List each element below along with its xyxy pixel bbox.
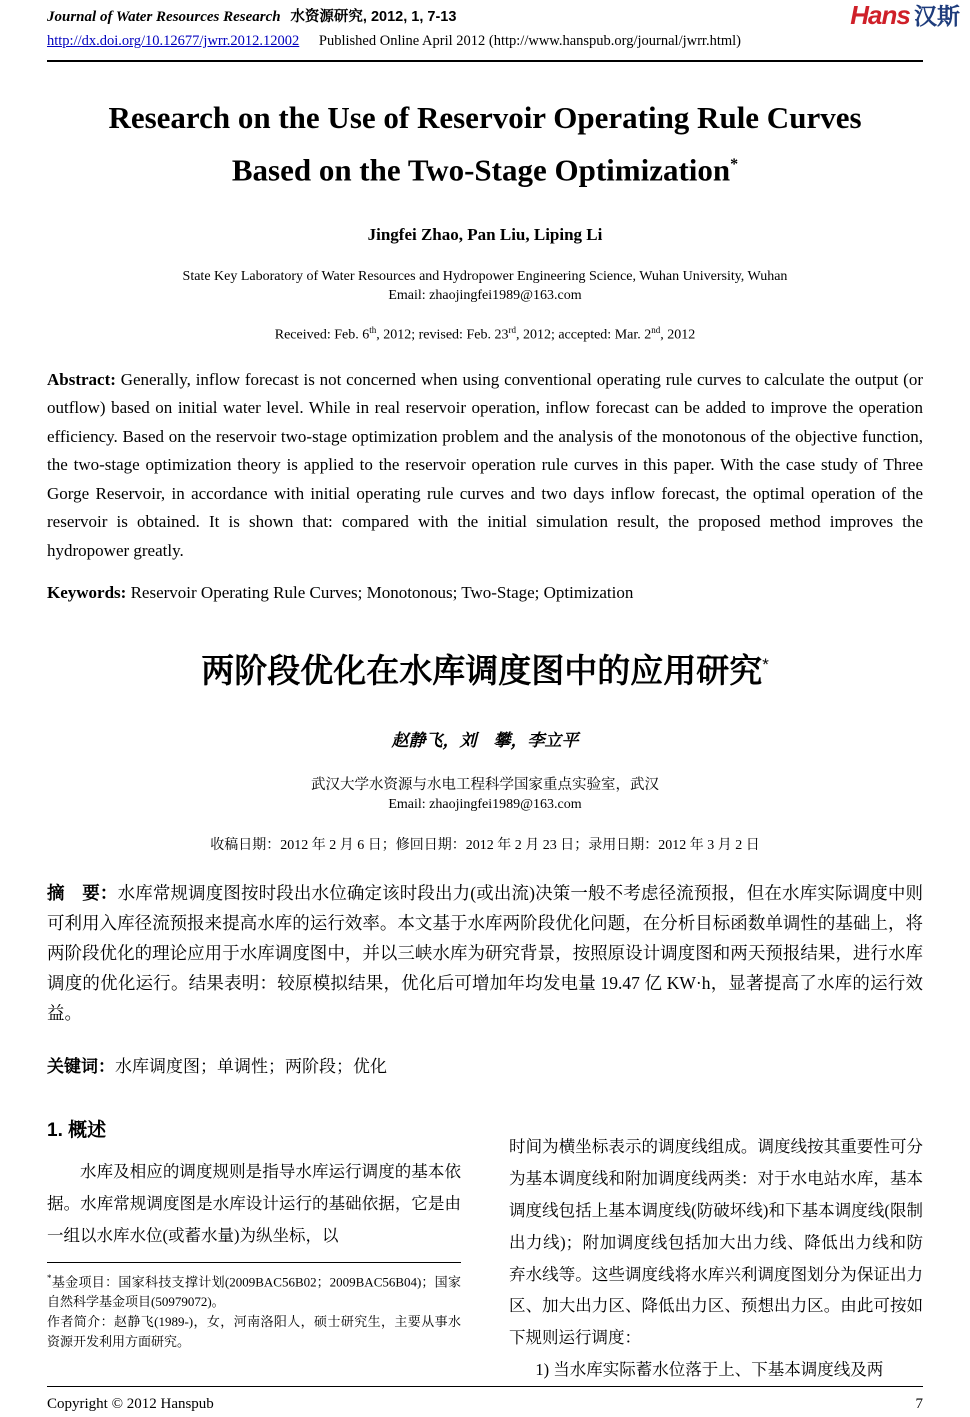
ordinal-sup: th: [369, 325, 377, 336]
copyright-text: Copyright © 2012 Hanspub: [47, 1396, 214, 1412]
footnote-fund-text: 基金项目：国家科技支撑计划(2009BAC56B02；2009BAC56B04)；国家自然科学基金项目(50979072)。: [47, 1274, 461, 1310]
doi-line: [47, 30, 923, 52]
section-1-heading: 1. 概述: [47, 1120, 107, 1142]
chinese-abstract-text: 水库常规调度图按时段出水位确定该时段出力(或出流)决策一般不考虑径流预报，但在水库实际调度中则可利用入库径流预报来提高水库的运行效率。本文基于水库两阶段优化问题，在分析目标函数单调性的基础上，将两阶段优化的理论应用于水库调度图中，并以三峡水库为研究背景，按照原设计调度图和两天预报结果，进行水库调度的优化运行。结果表明：较原模拟结果，优化后可增加年均发电量 19.47 亿 KW·h，显著提高了水库的运行效益。: [47, 883, 924, 1024]
keywords-text: Reservoir Operating Rule Curves; Monotonous; Two-Stage; Optimization: [126, 583, 634, 603]
authors-chinese: 赵静飞，刘 攀，李立平: [391, 731, 579, 751]
footnote-author-line: 作者简介：赵静飞(1989-)，女，河南洛阳人，硕士研究生，主要从事水资源开发利用方面研究。: [47, 1314, 461, 1350]
keywords-english: [47, 583, 923, 603]
page-number: 7: [915, 1396, 923, 1412]
chinese-title-text: 两阶段优化在水库调度图中的应用研究: [201, 652, 763, 690]
chinese-dates-line: 收稿日期：2012 年 2 月 6 日；修回日期：2012 年 2 月 23 日；录用日期：2012 年 3 月 2 日: [210, 838, 760, 854]
right-column: [509, 1115, 923, 1385]
chinese-keywords-label: 关键词：: [47, 1057, 115, 1077]
received-part: , 2012; accepted: Mar. 2: [515, 327, 652, 343]
abstract-chinese: [47, 878, 923, 1028]
received-part: Received: Feb. 6: [274, 327, 370, 343]
doi-link[interactable]: http://dx.doi.org/10.12677/jwrr.2012.12002: [47, 33, 300, 49]
email-line-chinese-block: Email: zhaojingfei1989@163.com: [388, 797, 582, 813]
paper-title-chinese: [47, 645, 923, 692]
ordinal-sup: rd: [508, 325, 516, 336]
email-line: Email: zhaojingfei1989@163.com: [388, 288, 582, 304]
published-online-text: Published Online April 2012 (http://www.hanspub.org/journal/jwrr.html): [318, 33, 741, 49]
ordinal-sup: nd: [651, 325, 661, 336]
received-part: , 2012; revised: Feb. 23: [376, 327, 509, 343]
hans-logo-chinese: 汉斯: [914, 3, 960, 29]
keywords-label: Keywords:: [47, 583, 127, 603]
keywords-chinese: [47, 1052, 923, 1077]
footnote-fund-line: [47, 1268, 461, 1312]
affiliation-english: State Key Laboratory of Water Resources and Hydropower Engineering Science, Wuhan University, Wuhan: [182, 269, 788, 285]
paper-title-english: [47, 94, 923, 193]
page-footer: [47, 1386, 923, 1413]
authors-english: Jingfei Zhao, Pan Liu, Liping Li: [367, 225, 603, 245]
title-footnote-mark: *: [730, 156, 739, 173]
received-part: , 2012: [660, 327, 696, 343]
chinese-keywords-text: 水库调度图；单调性；两阶段；优化: [115, 1057, 387, 1077]
left-column: [47, 1115, 461, 1385]
affiliation-chinese: 武汉大学水资源与水电工程科学国家重点实验室，武汉: [311, 777, 659, 794]
journal-name-english: Journal of Water Resources Research: [47, 9, 281, 25]
title-line-2: Based on the Two-Stage Optimization: [231, 152, 731, 188]
footnote-mark: *: [47, 1272, 52, 1283]
hans-logo-text: Hans: [850, 0, 910, 30]
left-column-paragraph: 水库及相应的调度规则是指导水库运行调度的基本依据。水库常规调度图是水库设计运行的基础依据，它是由一组以水库水位(或蓄水量)为纵坐标，以: [47, 1162, 461, 1246]
chinese-abstract-label: 摘 要：: [47, 883, 118, 904]
right-column-paragraph: 时间为横坐标表示的调度线组成。调度线按其重要性可分为基本调度线和附加调度线两类：对于水电站水库，基本调度线包括上基本调度线(防破坏线)和下基本调度线(限制出力线)；附加调度线包括加大出力线、降低出力线和防弃水线等。这些调度线将水库兴利调度图划分为保证出力区、加大出力区、降低出力区、预想出力区。由此可按如下规则运行调度：: [509, 1137, 923, 1348]
header-divider: [47, 60, 923, 62]
hanspub-logo: [850, 0, 960, 31]
journal-header: [47, 0, 960, 52]
received-dates-line: [47, 325, 923, 344]
abstract-english: [47, 366, 923, 566]
rule-list-item-1: 1) 当水库实际蓄水位落于上、下基本调度线及两: [535, 1360, 884, 1380]
two-column-body: [47, 1115, 923, 1385]
abstract-text: Generally, inflow forecast is not concerned when using conventional operating rule curves to calculate the output (or outflow) based on initial water level. While in real reservoir operation, inflow forecast can be added to improve the operation efficiency. Based on the reservoir two-stage optimization problem and the analysis of the monotonous of the objective function, the two-stage optimization theory is applied to the reservoir operation rule curves in this paper. With the case study of Three Gorge Reservoir, in accordance with initial operating rule curves and two days inflow forecast, the optimal operation of the reservoir is obtained. It is shown that: compared with the initial simulation result, the proposed method improves the hydropower greatly.: [47, 369, 923, 560]
abstract-label: Abstract:: [47, 369, 116, 389]
footnote-block: [47, 1262, 461, 1352]
title-line-1: Research on the Use of Reservoir Operating Rule Curves: [108, 100, 862, 135]
journal-title-line: [47, 6, 923, 28]
chinese-title-footnote-mark: *: [762, 655, 769, 675]
journal-name-chinese-issue: 水资源研究, 2012, 1, 7-13: [290, 9, 457, 25]
